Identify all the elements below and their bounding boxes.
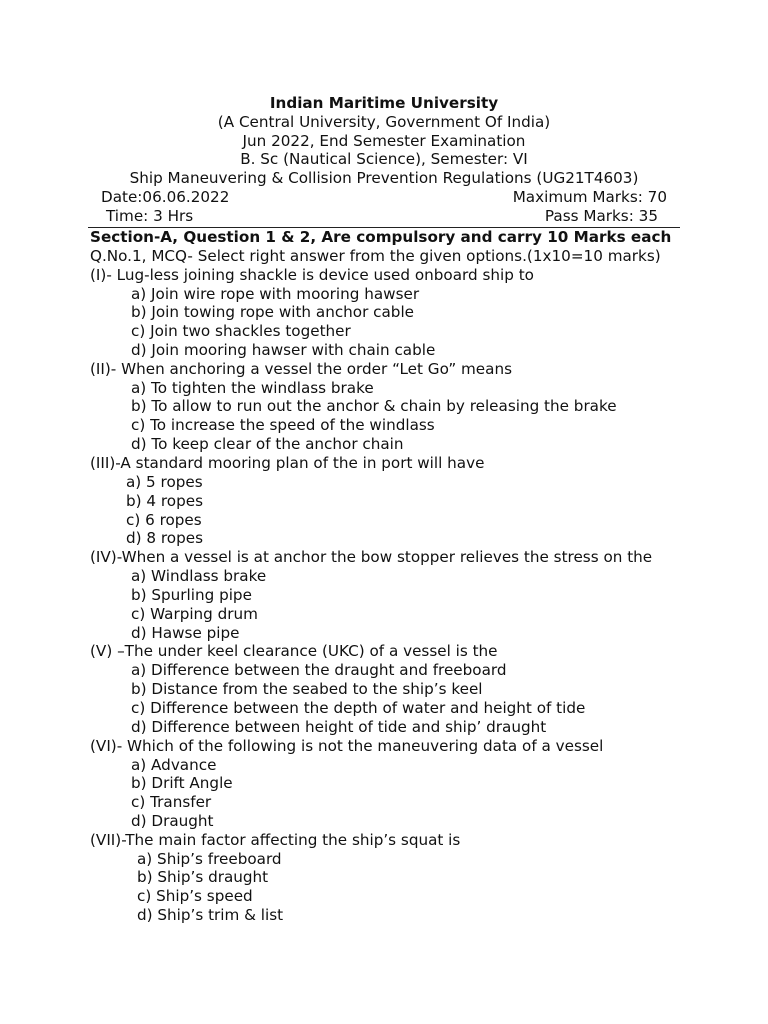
option-item: d) Join mooring hawser with chain cable (131, 341, 436, 359)
option-item: d) Draught (131, 812, 214, 830)
option-item: a) Join wire rope with mooring hawser (131, 285, 420, 303)
option-item: d) Ship’s trim & list (137, 906, 284, 924)
option-item: c) To increase the speed of the windlass (131, 416, 435, 434)
option-item: c) Ship’s speed (137, 887, 253, 905)
exam-title: Jun 2022, End Semester Examination (242, 132, 526, 150)
option-item: d) Difference between height of tide and ship’ draught (131, 718, 547, 736)
question-text: (VI)- Which of the following is not the maneuvering data of a vessel (90, 737, 604, 755)
exam-time: Time: 3 Hrs (106, 207, 194, 225)
pass-marks: Pass Marks: 35 (544, 207, 658, 225)
option-item: b) Distance from the seabed to the ship’s keel (131, 680, 483, 698)
option-item: c) 6 ropes (126, 511, 202, 529)
option-item: a) Advance (131, 756, 217, 774)
option-item: c) Difference between the depth of water and height of tide (131, 699, 586, 717)
option-item: b) Spurling pipe (131, 586, 252, 604)
option-item: c) Join two shackles together (131, 322, 351, 340)
option-item: b) Drift Angle (131, 774, 233, 792)
option-item: b) To allow to run out the anchor & chain by releasing the brake (131, 397, 617, 415)
exam-date: Date:06.06.2022 (101, 188, 230, 206)
university-title: Indian Maritime University (269, 94, 499, 112)
option-item: d) 8 ropes (126, 529, 203, 547)
question-text: (I)- Lug-less joining shackle is device used onboard ship to (90, 266, 534, 284)
course-line: B. Sc (Nautical Science), Semester: VI (240, 150, 528, 168)
option-item: a) 5 ropes (126, 473, 203, 491)
option-item: c) Warping drum (131, 605, 258, 623)
option-item: c) Transfer (131, 793, 212, 811)
option-item: b) Ship’s draught (137, 868, 269, 886)
option-item: a) To tighten the windlass brake (131, 379, 374, 397)
option-item: b) Join towing rope with anchor cable (131, 303, 415, 321)
question-text: (II)- When anchoring a vessel the order “Let Go” means (90, 360, 512, 378)
section-title: Section-A, Question 1 & 2, Are compulsory and carry 10 Marks each (90, 228, 672, 246)
question-text: (III)-A standard mooring plan of the in port will have (90, 454, 485, 472)
maximum-marks: Maximum Marks: 70 (512, 188, 667, 206)
question-instruction: Q.No.1, MCQ- Select right answer from the given options.(1x10=10 marks) (90, 247, 661, 265)
question-text: (VII)-The main factor affecting the ship’s squat is (90, 831, 461, 849)
question-text: (V) –The under keel clearance (UKC) of a vessel is the (90, 642, 498, 660)
option-item: a) Windlass brake (131, 567, 267, 585)
option-item: d) Hawse pipe (131, 624, 240, 642)
option-item: b) 4 ropes (126, 492, 203, 510)
option-item: a) Difference between the draught and freeboard (131, 661, 507, 679)
question-text: (IV)-When a vessel is at anchor the bow stopper relieves the stress on the (90, 548, 653, 566)
university-subtitle: (A Central University, Government Of India) (217, 113, 551, 131)
subject-line: Ship Maneuvering & Collision Prevention Regulations (UG21T4603) (129, 169, 639, 187)
option-item: a) Ship’s freeboard (137, 850, 282, 868)
option-item: d) To keep clear of the anchor chain (131, 435, 404, 453)
